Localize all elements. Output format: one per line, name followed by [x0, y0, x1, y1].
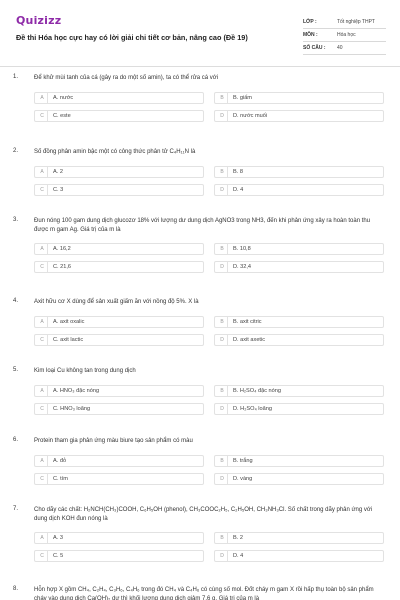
option-letter: D [217, 551, 228, 561]
answer-option[interactable] [214, 243, 384, 255]
question-item [0, 74, 400, 122]
option-letter: D [217, 474, 228, 484]
option-text: A. 16,2 [53, 246, 71, 252]
option-letter: B [217, 244, 228, 254]
question-text: Hỗn hợp X gồm CH₄, C₂H₄, C₃H₆, C₄H₆ trong đó CH₄ và C₄H₆ có cùng số mol. Đốt cháy m gam X rồi hấp thụ toàn bộ sản phẩm cháy vào dung dịch Ca(OH)₂ dư thì khối lượng dung dịch giảm 7,6 g. Giá trị của m là [34, 587, 374, 600]
option-letter: C [37, 404, 48, 414]
option-text: D. 4 [233, 186, 244, 193]
answer-option[interactable] [34, 184, 204, 196]
option-text: B. H₂SO₄ đặc nóng [233, 387, 281, 394]
question-item [0, 298, 400, 346]
question-number: 7. [13, 506, 19, 512]
option-letter: C [37, 474, 48, 484]
answer-options [34, 455, 384, 485]
question-item [0, 367, 400, 415]
answer-option[interactable] [214, 385, 384, 397]
meta-value: Hóa học [337, 32, 356, 38]
answer-options [34, 166, 384, 196]
option-text: C. tím [53, 475, 68, 482]
meta-value: 40 [337, 45, 343, 51]
page-title: Đề thi Hóa học cực hay có lời giải chi tiết cơ bản, nâng cao (Đề 19) [16, 33, 248, 42]
answer-option[interactable] [214, 532, 384, 544]
question-number: 3. [13, 217, 19, 223]
answer-option[interactable] [214, 110, 384, 122]
option-letter: D [217, 185, 228, 195]
option-letter: D [217, 111, 228, 121]
option-letter: D [217, 335, 228, 345]
quizizz-logo: Quizizz [16, 14, 62, 27]
answer-option[interactable] [34, 316, 204, 328]
option-letter: A [37, 317, 48, 327]
option-letter: B [217, 167, 228, 177]
header-divider [0, 66, 400, 67]
option-text: D. 32,4 [233, 264, 252, 270]
option-letter: A [37, 456, 48, 466]
option-letter: D [217, 262, 228, 272]
option-text: C. este [53, 112, 71, 119]
question-number: 5. [13, 367, 19, 373]
option-text: A. axit oxalic [53, 318, 85, 325]
answer-options [34, 532, 384, 562]
question-item [0, 586, 400, 600]
question-text: Axit hữu cơ X dùng để sản xuất giấm ăn với nồng độ 5%. X là [34, 299, 199, 305]
option-text: C. axit lactic [53, 336, 84, 343]
answer-option[interactable] [34, 550, 204, 562]
answer-option[interactable] [214, 403, 384, 415]
answer-option[interactable] [34, 455, 204, 467]
option-text: A. đỏ [53, 457, 67, 464]
option-text: D. nước muối [233, 112, 268, 119]
option-letter: D [217, 404, 228, 414]
option-text: D. H₂SO₄ loãng [233, 405, 272, 412]
answer-option[interactable] [34, 261, 204, 273]
question-number: 1. [13, 74, 19, 80]
meta-label: SỐ CÂU : [303, 45, 326, 51]
answer-options [34, 243, 384, 273]
option-text: B. trắng [233, 457, 253, 464]
question-item [0, 217, 400, 273]
option-letter: B [217, 386, 228, 396]
option-text: B. giấm [233, 94, 252, 101]
question-text: Cho dãy các chất: H₂NCH(CH₃)COOH, C₆H₅OH (phenol), CH₃COOC₂H₅, C₂H₅OH, CH₃NH₃Cl. Số chất trong dãy phản ứng với dung dịch KOH đun nóng là [34, 507, 373, 522]
question-text: Để khử mùi tanh của cá (gây ra do một số amin), ta có thể rửa cá với [34, 75, 219, 81]
option-text: B. 10,8 [233, 246, 251, 252]
question-number: 6. [13, 437, 19, 443]
question-item [0, 506, 400, 562]
answer-option[interactable] [34, 334, 204, 346]
answer-option[interactable] [34, 166, 204, 178]
meta-value: Tốt nghiệp THPT [337, 19, 375, 25]
answer-option[interactable] [34, 473, 204, 485]
answer-options [34, 92, 384, 122]
option-text: C. 21,6 [53, 264, 72, 270]
question-text: Đun nóng 100 gam dung dịch glucozơ 18% với lượng dư dung dịch AgNO3 trong NH3, đến khi phản ứng xảy ra hoàn toàn thu được m gam Ag. Giá trị của m là [34, 218, 371, 233]
question-item [0, 437, 400, 485]
option-letter: B [217, 456, 228, 466]
option-text: A. nước [53, 94, 74, 101]
answer-options [34, 385, 384, 415]
option-letter: C [37, 185, 48, 195]
meta-label: LỚP : [303, 19, 317, 25]
option-text: B. 2 [233, 535, 243, 541]
question-text: Số đồng phân amin bậc một có công thức phân tử C₄H₁₁N là [34, 149, 196, 155]
option-text: C. 5 [53, 553, 64, 559]
option-text: A. HNO₃ đặc nóng [53, 387, 100, 394]
option-letter: A [37, 244, 48, 254]
option-letter: B [217, 317, 228, 327]
option-text: C. 3 [53, 186, 64, 193]
meta-row-subject [303, 29, 386, 42]
answer-option[interactable] [214, 455, 384, 467]
meta-row-grade [303, 16, 386, 29]
option-letter: C [37, 262, 48, 272]
answer-option[interactable] [214, 316, 384, 328]
answer-option[interactable] [34, 385, 204, 397]
question-text: Kim loại Cu không tan trong dung dịch [34, 368, 136, 374]
option-text: B. 8 [233, 168, 243, 175]
option-letter: C [37, 335, 48, 345]
meta-row-count [303, 42, 386, 55]
option-text: D. vàng [233, 475, 253, 482]
option-letter: A [37, 533, 48, 543]
answer-option[interactable] [34, 110, 204, 122]
worksheet-header [16, 12, 386, 70]
meta-label: MÔN : [303, 32, 318, 38]
answer-option[interactable] [34, 243, 204, 255]
answer-option[interactable] [214, 184, 384, 196]
option-text: B. axit citric [233, 318, 262, 325]
option-letter: C [37, 551, 48, 561]
option-text: C. HNO₃ loãng [53, 405, 91, 412]
question-number: 2. [13, 148, 19, 154]
option-letter: B [217, 93, 228, 103]
question-item [0, 148, 400, 196]
answer-option[interactable] [34, 92, 204, 104]
option-text: D. 4 [233, 553, 244, 559]
option-letter: A [37, 93, 48, 103]
option-letter: C [37, 111, 48, 121]
option-text: D. axit axetic [233, 336, 266, 343]
answer-option[interactable] [34, 532, 204, 544]
answer-option[interactable] [214, 473, 384, 485]
meta-table [303, 16, 386, 55]
answer-options [34, 316, 384, 346]
question-text: Protein tham gia phản ứng màu biure tạo sản phẩm có màu [34, 438, 193, 444]
option-letter: B [217, 533, 228, 543]
option-text: A. 2 [53, 168, 63, 175]
answer-option[interactable] [214, 334, 384, 346]
answer-option[interactable] [214, 92, 384, 104]
option-letter: A [37, 386, 48, 396]
answer-option[interactable] [214, 166, 384, 178]
question-number: 4. [13, 298, 19, 304]
question-number: 8. [13, 586, 19, 592]
option-text: A. 3 [53, 535, 63, 541]
answer-option[interactable] [214, 550, 384, 562]
answer-option[interactable] [34, 403, 204, 415]
answer-option[interactable] [214, 261, 384, 273]
option-letter: A [37, 167, 48, 177]
